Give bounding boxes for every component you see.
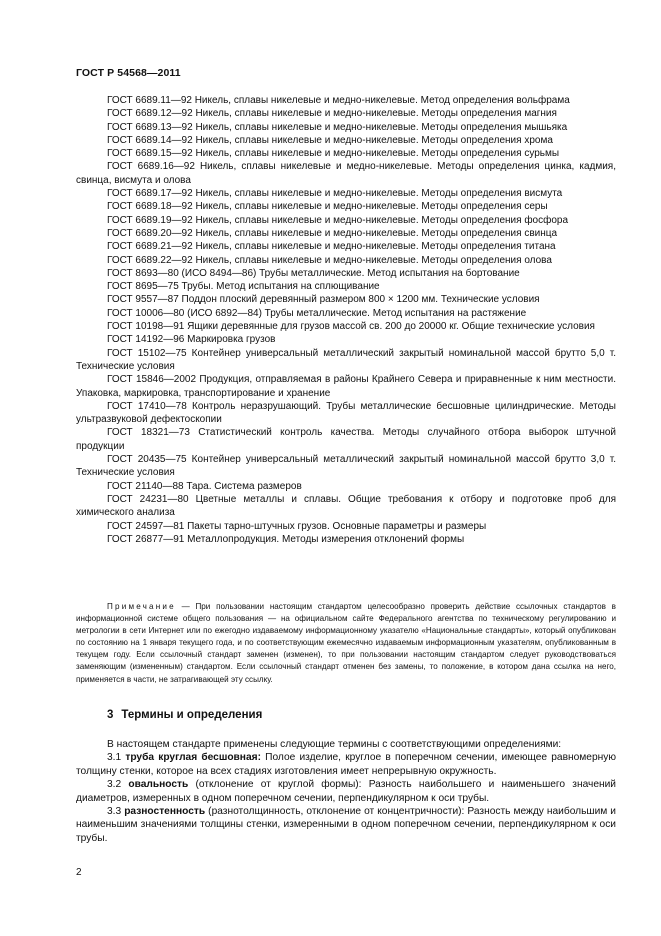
reference-item: ГОСТ 17410—78 Контроль неразрушающий. Трубы металлические бесшовные цилиндрические. Методы ультразвуковой дефектоскопии bbox=[76, 400, 616, 426]
note-text: — При пользовании настоящим стандартом целесообразно проверить действие ссылочных стандартов в информационной системе общего пользования — на официальном сайте Федерального агентства по техническому регулированию и метрологии в сети Интернет или по ежегодно издаваемому информационному указателю «Национальные стандарты», который опубликован по состоянию на 1 января текущего года, и по соответствующим ежемесячно издаваемым информационным указателям, опубликованным в текущем году. Если ссылочный стандарт заменен (изменен), то при пользовании настоящим стандартом следует руководствоваться заменяющим (измененным) стандартом. Если ссылочный стандарт отменен без замены, то положение, в котором дана ссылка на него, применяется в части, не затрагивающей эту ссылку. bbox=[76, 602, 616, 684]
term-definition bbox=[76, 778, 616, 805]
reference-item: ГОСТ 6689.19—92 Никель, сплавы никелевые и медно-никелевые. Методы определения фосфора bbox=[107, 214, 569, 226]
term-name: разностенность bbox=[124, 806, 206, 818]
term-definition bbox=[76, 751, 616, 778]
reference-item: ГОСТ 14192—96 Маркировка грузов bbox=[107, 334, 276, 346]
reference-item: ГОСТ 6689.22—92 Никель, сплавы никелевые и медно-никелевые. Методы определения олова bbox=[107, 254, 552, 266]
reference-item: ГОСТ 6689.11—92 Никель, сплавы никелевые и медно-никелевые. Метод определения вольфрама bbox=[107, 95, 570, 106]
reference-item: ГОСТ 10006—80 (ИСО 6892—84) Трубы металлические. Метод испытания на растяжение bbox=[107, 307, 527, 319]
reference-item: ГОСТ 8693—80 (ИСО 8494—86) Трубы металлические. Метод испытания на бортование bbox=[107, 267, 520, 279]
term-text: (разнотолщинность, отклонение от концентричности): Разность между наибольшим и наименьшим значениями толщины стенки, измеренными в одном поперечном сечении, перпендикулярном к оси трубы. bbox=[76, 806, 616, 844]
reference-item: ГОСТ 20435—75 Контейнер универсальный металлический закрытый номинальной массой брутто 3,0 т. Технические условия bbox=[76, 454, 616, 479]
reference-item: ГОСТ 24597—81 Пакеты тарно-штучных грузов. Основные параметры и размеры bbox=[107, 520, 487, 532]
section-number: 3 bbox=[107, 709, 114, 721]
reference-item: ГОСТ 26877—91 Металлопродукция. Методы измерения отклонений формы bbox=[107, 533, 465, 545]
reference-item: ГОСТ 6689.15—92 Никель, сплавы никелевые и медно-никелевые. Методы определения сурьмы bbox=[107, 148, 560, 160]
reference-item: ГОСТ 9557—87 Поддон плоский деревянный размером 800 × 1200 мм. Технические условия bbox=[107, 294, 540, 306]
section-intro: В настоящем стандарте применены следующие термины с соответствующими определениями: bbox=[107, 739, 562, 750]
reference-item: ГОСТ 10198—91 Ящики деревянные для грузов массой св. 200 до 20000 кг. Общие технические условия bbox=[107, 321, 595, 333]
reference-item: ГОСТ 6689.13—92 Никель, сплавы никелевые и медно-никелевые. Методы определения мышьяка bbox=[107, 121, 568, 133]
term-text: (отклонение от круглой формы): Разность наибольшего и наименьшего значений диаметров, измеренных в одном поперечном сечении, перпендикулярном к оси трубы. bbox=[76, 779, 616, 804]
reference-item: ГОСТ 6689.12—92 Никель, сплавы никелевые и медно-никелевые. Методы определения магния bbox=[107, 108, 557, 120]
reference-item: ГОСТ 18321—73 Статистический контроль качества. Методы случайного отбора выборок штучной продукции bbox=[76, 427, 616, 452]
normative-references-list bbox=[76, 94, 616, 546]
document-header: ГОСТ Р 54568—2011 bbox=[76, 67, 181, 79]
term-name: овальность bbox=[128, 779, 189, 791]
reference-item: ГОСТ 24231—80 Цветные металлы и сплавы. Общие требования к отбору и подготовке проб для химического анализа bbox=[76, 493, 616, 519]
reference-item: ГОСТ 6689.16—92 Никель, сплавы никелевые и медно-никелевые. Методы определения цинка, кадмия, свинца, висмута и олова bbox=[76, 161, 616, 186]
term-number: 3.1 bbox=[107, 752, 122, 764]
page-number: 2 bbox=[76, 867, 82, 878]
note-label: Примечание bbox=[107, 602, 176, 611]
reference-item: ГОСТ 6689.17—92 Никель, сплавы никелевые и медно-никелевые. Методы определения висмута bbox=[107, 188, 563, 200]
reference-item: ГОСТ 21140—88 Тара. Система размеров bbox=[107, 480, 302, 492]
section-body bbox=[76, 738, 616, 845]
term-text: Полое изделие, круглое в поперечном сечении, имеющее равномерную толщину стенки, которое на всех стадиях изготовления имеет непрерывную окружность. bbox=[76, 752, 616, 777]
references-note bbox=[76, 601, 616, 686]
section-heading bbox=[107, 709, 262, 721]
reference-item: ГОСТ 6689.18—92 Никель, сплавы никелевые и медно-никелевые. Методы определения серы bbox=[107, 201, 548, 213]
term-number: 3.3 bbox=[107, 806, 122, 818]
term-number: 3.2 bbox=[107, 779, 122, 791]
term-definition bbox=[76, 805, 616, 845]
reference-item: ГОСТ 6689.14—92 Никель, сплавы никелевые и медно-никелевые. Методы определения хрома bbox=[107, 134, 553, 146]
term-name: труба круглая бесшовная: bbox=[125, 752, 261, 764]
reference-item: ГОСТ 15846—2002 Продукция, отправляемая в районы Крайнего Севера и приравненные к ним местности. Упаковка, маркировка, транспортирование и хранение bbox=[76, 374, 616, 399]
reference-item: ГОСТ 8695—75 Трубы. Метод испытания на сплющивание bbox=[107, 281, 380, 293]
reference-item: ГОСТ 6689.21—92 Никель, сплавы никелевые и медно-никелевые. Методы определения титана bbox=[107, 241, 556, 253]
reference-item: ГОСТ 15102—75 Контейнер универсальный металлический закрытый номинальной массой брутто 5,0 т. Технические условия bbox=[76, 347, 616, 372]
reference-item: ГОСТ 6689.20—92 Никель, сплавы никелевые и медно-никелевые. Методы определения свинца bbox=[107, 227, 558, 239]
section-title: Термины и определения bbox=[121, 709, 263, 721]
